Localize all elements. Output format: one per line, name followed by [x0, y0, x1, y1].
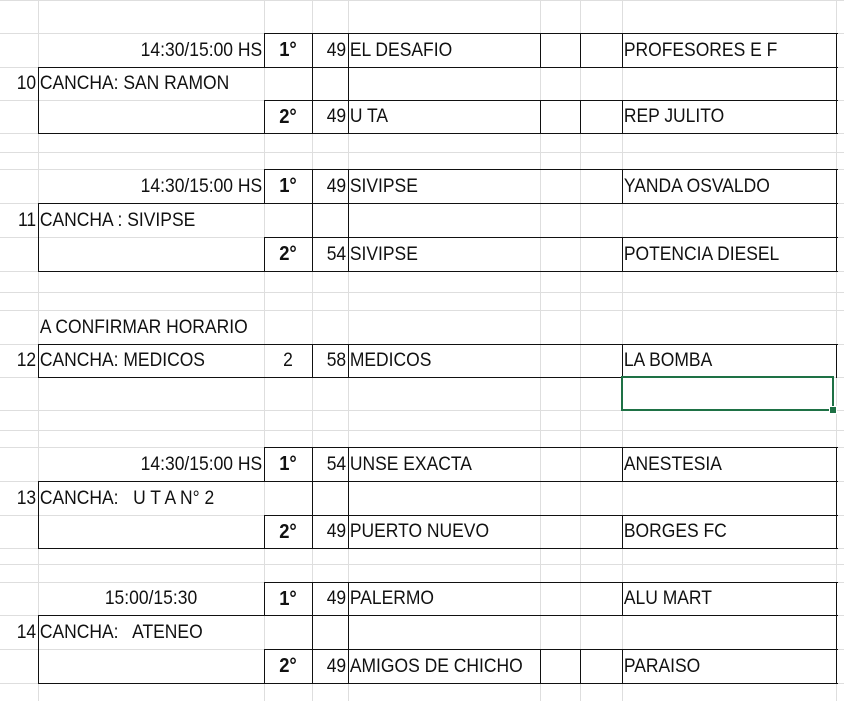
category-cell[interactable]: 54 [326, 453, 347, 475]
cell-border [540, 649, 541, 684]
cell-border [580, 33, 581, 67]
cell-border [264, 169, 265, 203]
cell-border [580, 100, 581, 134]
match-number[interactable]: 11 [18, 209, 37, 231]
home-team-cell[interactable]: AMIGOS DE CHICHO [349, 655, 523, 677]
gridline [0, 152, 844, 153]
cell-border [312, 447, 313, 549]
round-cell[interactable]: 1° [279, 175, 297, 197]
venue-cell[interactable]: CANCHA: MEDICOS [39, 350, 205, 371]
cell-border [264, 237, 265, 272]
home-team-cell[interactable]: PUERTO NUEVO [349, 521, 490, 542]
venue-cell[interactable]: CANCHA: U T A N° 2 [39, 487, 215, 509]
away-team-cell[interactable]: PROFESORES E F [623, 39, 778, 61]
category-cell[interactable]: 58 [326, 350, 347, 371]
away-team-cell[interactable]: BORGES FC [623, 521, 727, 542]
away-team-cell[interactable]: ALU MART [623, 588, 712, 609]
cell-border [836, 169, 837, 272]
home-team-cell[interactable]: SIVIPSE [349, 243, 418, 265]
home-team-cell[interactable]: UNSE EXACTA [349, 453, 472, 475]
match-time[interactable]: 14:30/15:00 HS [140, 175, 263, 197]
cell-border [38, 683, 838, 684]
gridline [0, 564, 844, 565]
away-team-cell[interactable]: YANDA OSVALDO [623, 175, 770, 197]
cell-border [836, 33, 837, 134]
category-cell[interactable]: 54 [326, 243, 347, 265]
cell-border [312, 582, 313, 684]
cell-border [264, 100, 265, 134]
away-team-cell[interactable]: PARAISO [623, 655, 701, 677]
cell-border [540, 33, 541, 67]
venue-cell[interactable]: CANCHA: ATENEO [39, 621, 203, 643]
category-cell[interactable]: 49 [326, 39, 347, 61]
match-time[interactable]: A CONFIRMAR HORARIO [39, 316, 248, 338]
cell-border [38, 548, 838, 549]
home-team-cell[interactable]: EL DESAFIO [349, 39, 453, 61]
cell-border [836, 582, 837, 684]
cell-border [540, 100, 541, 134]
cell-border [836, 344, 837, 378]
cell-border [38, 271, 838, 272]
round-cell[interactable]: 2 [283, 350, 293, 371]
round-cell[interactable]: 2° [279, 520, 297, 543]
cell-border [264, 649, 265, 684]
match-time[interactable]: 14:30/15:00 HS [140, 39, 263, 61]
cell-border [836, 447, 837, 549]
gridline [0, 0, 844, 1]
category-cell[interactable]: 49 [326, 655, 347, 677]
category-cell[interactable]: 49 [326, 521, 347, 542]
cell-border [264, 33, 265, 67]
round-cell[interactable]: 1° [279, 587, 297, 610]
home-team-cell[interactable]: SIVIPSE [349, 175, 418, 197]
venue-cell[interactable]: CANCHA: SAN RAMON [39, 73, 230, 94]
cell-border [264, 582, 265, 615]
cell-border [312, 169, 313, 272]
cell-border [38, 133, 838, 134]
cell-border [312, 344, 313, 378]
category-cell[interactable]: 49 [326, 106, 347, 127]
round-cell[interactable]: 2° [279, 655, 297, 677]
home-team-cell[interactable]: U TA [349, 106, 389, 127]
match-number[interactable]: 14 [16, 621, 37, 643]
away-team-cell[interactable]: ANESTESIA [623, 453, 722, 475]
venue-cell[interactable]: CANCHA : SIVIPSE [39, 209, 196, 231]
home-team-cell[interactable]: PALERMO [349, 588, 435, 609]
match-number[interactable]: 12 [16, 350, 37, 371]
gridline [0, 292, 844, 293]
cell-border [580, 649, 581, 684]
cell-border [38, 377, 622, 378]
round-cell[interactable]: 2° [279, 243, 297, 265]
match-time[interactable]: 15:00/15:30 [104, 588, 198, 609]
category-cell[interactable]: 49 [326, 175, 347, 197]
category-cell[interactable]: 49 [326, 588, 347, 609]
away-team-cell[interactable]: REP JULITO [623, 106, 725, 127]
match-time[interactable]: 14:30/15:00 HS [140, 453, 263, 475]
gridline [0, 430, 844, 431]
cell-border [264, 447, 265, 481]
away-team-cell[interactable]: LA BOMBA [623, 350, 713, 371]
away-team-cell[interactable]: POTENCIA DIESEL [623, 243, 780, 265]
match-number[interactable]: 10 [16, 73, 37, 94]
round-cell[interactable]: 2° [279, 105, 297, 128]
fill-handle[interactable] [829, 406, 837, 414]
round-cell[interactable]: 1° [279, 39, 297, 61]
match-number[interactable]: 13 [16, 487, 37, 509]
cell-border [312, 33, 313, 134]
selected-cell[interactable] [621, 376, 834, 411]
home-team-cell[interactable]: MEDICOS [349, 350, 432, 371]
cell-border [264, 515, 265, 549]
round-cell[interactable]: 1° [279, 453, 297, 475]
